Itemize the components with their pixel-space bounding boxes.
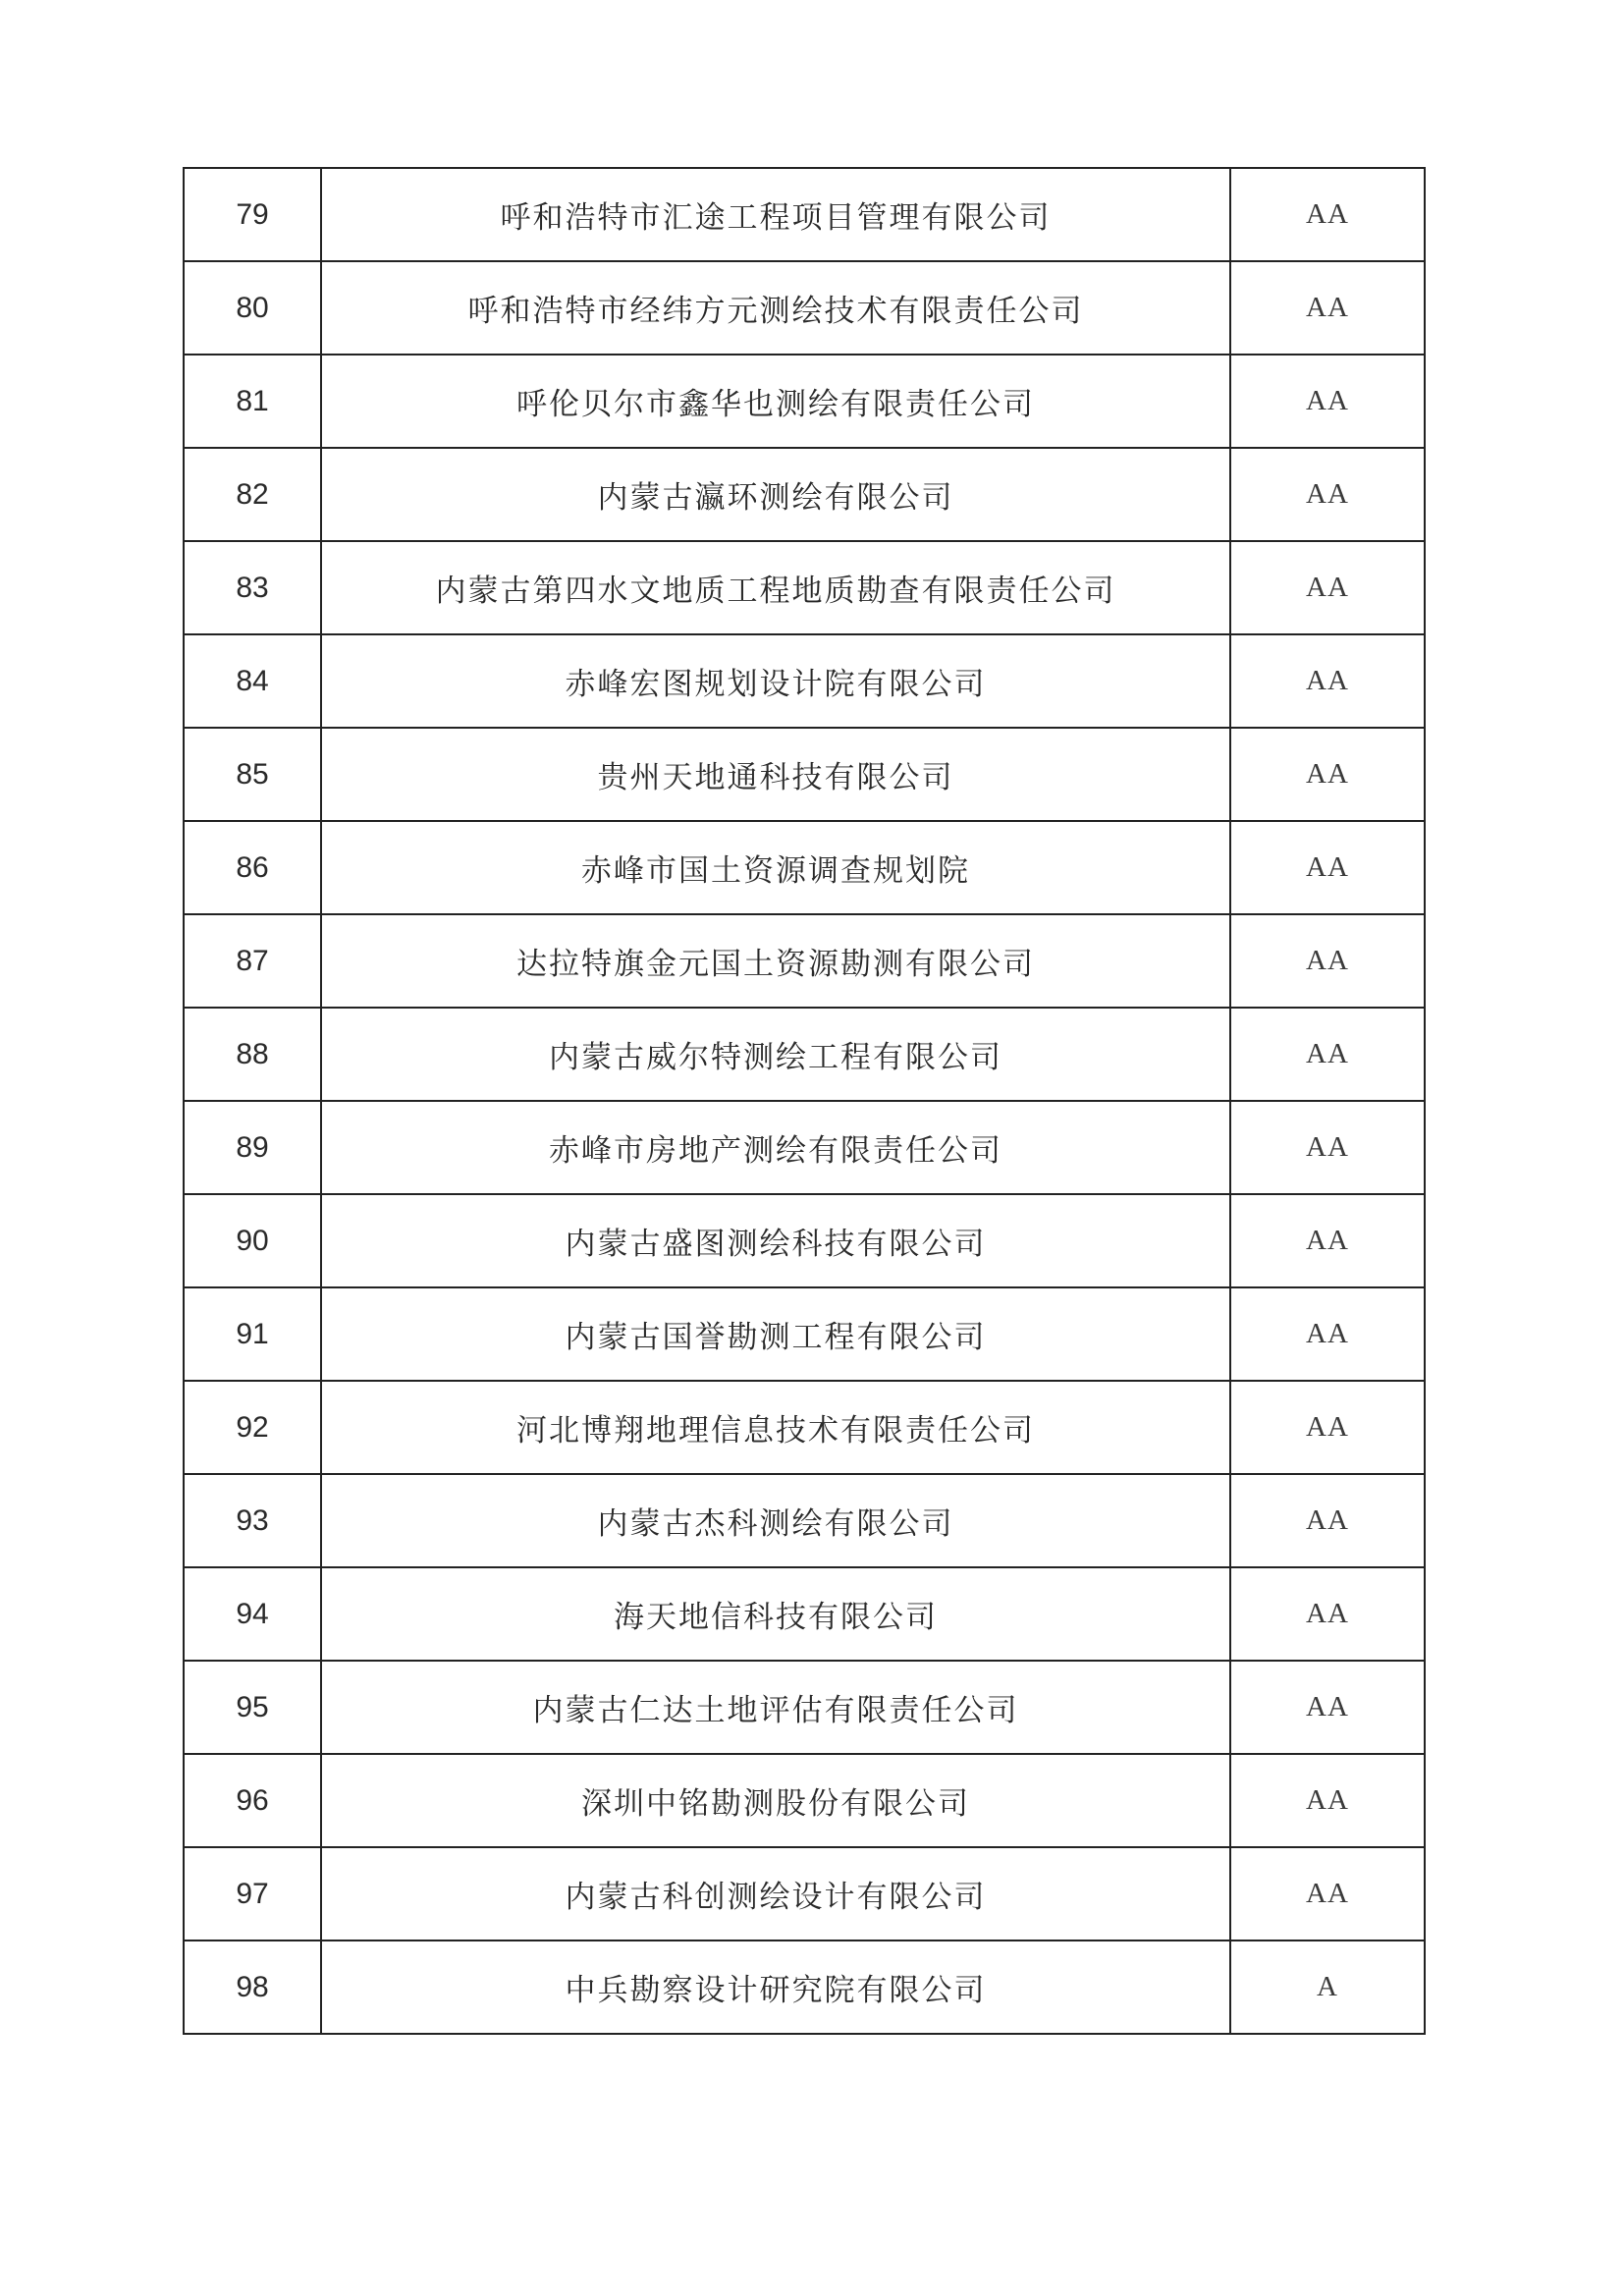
row-number: 90 bbox=[184, 1194, 321, 1287]
company-name: 中兵勘察设计研究院有限公司 bbox=[321, 1941, 1230, 2034]
company-name: 内蒙古盛图测绘科技有限公司 bbox=[321, 1194, 1230, 1287]
credit-grade: AA bbox=[1230, 1567, 1425, 1661]
company-name: 赤峰宏图规划设计院有限公司 bbox=[321, 634, 1230, 728]
credit-grade: AA bbox=[1230, 1287, 1425, 1381]
company-name: 赤峰市国土资源调查规划院 bbox=[321, 821, 1230, 914]
row-number: 89 bbox=[184, 1101, 321, 1194]
table-row bbox=[184, 1101, 1425, 1194]
credit-grade: AA bbox=[1230, 1194, 1425, 1287]
credit-grade: AA bbox=[1230, 168, 1425, 261]
row-number: 82 bbox=[184, 448, 321, 541]
company-name: 呼和浩特市汇途工程项目管理有限公司 bbox=[321, 168, 1230, 261]
row-number: 85 bbox=[184, 728, 321, 821]
row-number: 95 bbox=[184, 1661, 321, 1754]
row-number: 81 bbox=[184, 355, 321, 448]
row-number: 93 bbox=[184, 1474, 321, 1567]
row-number: 91 bbox=[184, 1287, 321, 1381]
company-name: 内蒙古科创测绘设计有限公司 bbox=[321, 1847, 1230, 1941]
credit-grade: AA bbox=[1230, 1847, 1425, 1941]
credit-grade: AA bbox=[1230, 1101, 1425, 1194]
table-body bbox=[184, 168, 1425, 2034]
credit-grade: AA bbox=[1230, 1661, 1425, 1754]
table-row bbox=[184, 1661, 1425, 1754]
credit-grade: AA bbox=[1230, 261, 1425, 355]
table-row bbox=[184, 634, 1425, 728]
table-row bbox=[184, 168, 1425, 261]
table-row bbox=[184, 821, 1425, 914]
company-name: 赤峰市房地产测绘有限责任公司 bbox=[321, 1101, 1230, 1194]
table-row bbox=[184, 1941, 1425, 2034]
company-name: 呼伦贝尔市鑫华也测绘有限责任公司 bbox=[321, 355, 1230, 448]
table-row bbox=[184, 1474, 1425, 1567]
row-number: 86 bbox=[184, 821, 321, 914]
table-row bbox=[184, 728, 1425, 821]
company-name: 河北博翔地理信息技术有限责任公司 bbox=[321, 1381, 1230, 1474]
credit-grade: AA bbox=[1230, 1474, 1425, 1567]
credit-grade: AA bbox=[1230, 448, 1425, 541]
company-name: 内蒙古仁达土地评估有限责任公司 bbox=[321, 1661, 1230, 1754]
table-row bbox=[184, 1847, 1425, 1941]
company-name: 贵州天地通科技有限公司 bbox=[321, 728, 1230, 821]
credit-grade: AA bbox=[1230, 1754, 1425, 1847]
credit-grade: AA bbox=[1230, 1008, 1425, 1101]
row-number: 83 bbox=[184, 541, 321, 634]
table-row bbox=[184, 1567, 1425, 1661]
credit-rating-table bbox=[183, 167, 1426, 2035]
row-number: 79 bbox=[184, 168, 321, 261]
company-name: 内蒙古杰科测绘有限公司 bbox=[321, 1474, 1230, 1567]
credit-grade: AA bbox=[1230, 821, 1425, 914]
credit-grade: AA bbox=[1230, 1381, 1425, 1474]
company-name: 呼和浩特市经纬方元测绘技术有限责任公司 bbox=[321, 261, 1230, 355]
table-row bbox=[184, 261, 1425, 355]
company-name: 内蒙古国誉勘测工程有限公司 bbox=[321, 1287, 1230, 1381]
table-row bbox=[184, 1287, 1425, 1381]
credit-grade: AA bbox=[1230, 541, 1425, 634]
company-name: 深圳中铭勘测股份有限公司 bbox=[321, 1754, 1230, 1847]
company-name: 达拉特旗金元国土资源勘测有限公司 bbox=[321, 914, 1230, 1008]
table-row bbox=[184, 914, 1425, 1008]
row-number: 87 bbox=[184, 914, 321, 1008]
table-row bbox=[184, 1008, 1425, 1101]
table-row bbox=[184, 1194, 1425, 1287]
table-row bbox=[184, 541, 1425, 634]
credit-grade: AA bbox=[1230, 634, 1425, 728]
credit-grade: AA bbox=[1230, 355, 1425, 448]
row-number: 96 bbox=[184, 1754, 321, 1847]
row-number: 88 bbox=[184, 1008, 321, 1101]
table-row bbox=[184, 1754, 1425, 1847]
row-number: 92 bbox=[184, 1381, 321, 1474]
company-name: 内蒙古瀛环测绘有限公司 bbox=[321, 448, 1230, 541]
row-number: 94 bbox=[184, 1567, 321, 1661]
row-number: 97 bbox=[184, 1847, 321, 1941]
document-page bbox=[183, 167, 1424, 2035]
table-row bbox=[184, 1381, 1425, 1474]
table-row bbox=[184, 355, 1425, 448]
credit-grade: AA bbox=[1230, 914, 1425, 1008]
table-row bbox=[184, 448, 1425, 541]
credit-grade: AA bbox=[1230, 728, 1425, 821]
row-number: 98 bbox=[184, 1941, 321, 2034]
row-number: 80 bbox=[184, 261, 321, 355]
company-name: 内蒙古第四水文地质工程地质勘查有限责任公司 bbox=[321, 541, 1230, 634]
row-number: 84 bbox=[184, 634, 321, 728]
company-name: 内蒙古威尔特测绘工程有限公司 bbox=[321, 1008, 1230, 1101]
credit-grade: A bbox=[1230, 1941, 1425, 2034]
company-name: 海天地信科技有限公司 bbox=[321, 1567, 1230, 1661]
